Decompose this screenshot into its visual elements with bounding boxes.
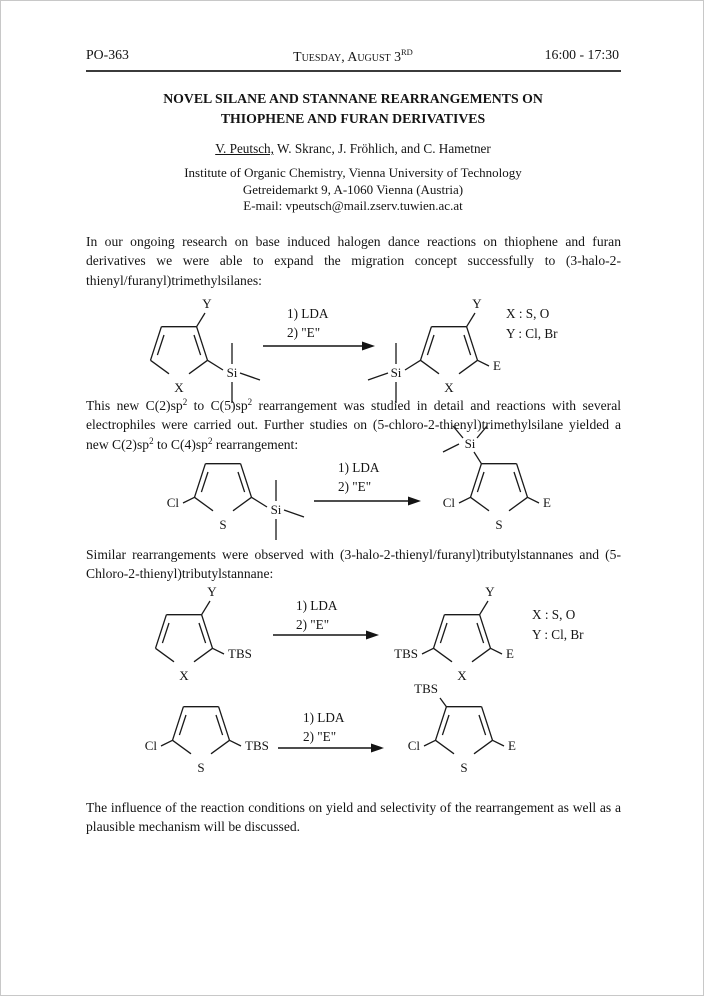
structure-scheme4-product	[396, 677, 524, 777]
bond	[474, 452, 481, 464]
paragraph-stannanes: Similar rearrangements were observed with (3-halo-2-thienyl/furanyl)tributylstannanes and (5-Chloro-2-thienyl)tributylstannane:	[86, 547, 621, 582]
structure-scheme3-product	[389, 583, 521, 685]
bond	[472, 648, 491, 662]
bond	[161, 740, 173, 746]
bond	[467, 327, 478, 361]
reaction-step-1: 1) LDA	[338, 460, 380, 475]
bond	[230, 740, 242, 746]
atom-label-S: S	[219, 517, 227, 532]
bond	[436, 740, 455, 754]
bond	[436, 707, 447, 741]
bond	[211, 740, 230, 754]
structure-scheme2-reactant	[155, 460, 309, 544]
atom-label-E: E	[543, 495, 551, 510]
reaction-conditions-2	[338, 458, 379, 496]
legend-x: X : S, O	[532, 607, 576, 622]
bond	[197, 327, 208, 361]
atom-label-Cl: Cl	[407, 738, 420, 753]
bond	[482, 707, 493, 741]
atom-label-Si: Si	[226, 365, 238, 380]
atom-label-Y: Y	[202, 296, 212, 311]
bond	[440, 698, 446, 707]
p2-superscript: 2	[247, 397, 253, 407]
atom-label-TBS: TBS	[394, 646, 418, 661]
bond	[233, 497, 252, 511]
bond	[202, 615, 213, 649]
bond	[213, 648, 225, 654]
coauthors: W. Skranc, J. Fröhlich, and C. Hametner	[273, 141, 491, 156]
bond	[151, 360, 170, 374]
bond	[189, 360, 208, 374]
atom-label-E: E	[508, 738, 516, 753]
bond	[422, 648, 434, 654]
reaction-arrow-icon	[273, 628, 379, 642]
p2-text: to C(5)sp	[187, 398, 248, 413]
legend-y: Y : Cl, Br	[532, 627, 584, 642]
session-date-text: Tuesday, August 3	[293, 49, 402, 64]
paragraph-conclusion: The influence of the reaction conditions on yield and selectivity of the rearrangement as well as a plausible mechanism will be discussed.	[86, 800, 621, 835]
bond	[453, 426, 463, 438]
reaction-step-1: 1) LDA	[303, 710, 345, 725]
bond	[424, 740, 436, 746]
bond	[480, 601, 488, 615]
atom-label-TBS: TBS	[414, 681, 438, 696]
reaction-step-1: 1) LDA	[287, 306, 329, 321]
bond	[421, 360, 440, 374]
paper-title	[1, 89, 704, 129]
bond	[528, 497, 540, 503]
atom-label-Si: Si	[464, 436, 476, 451]
atom-label-E: E	[493, 358, 501, 373]
p2-text: rearrangement:	[212, 436, 299, 452]
header-rule	[86, 70, 621, 72]
title-line-1: NOVEL SILANE AND STANNANE REARRANGEMENTS ON	[163, 91, 543, 106]
title-line-2: THIOPHENE AND FURAN DERIVATIVES	[220, 111, 486, 126]
session-time: 16:00 - 17:30	[544, 47, 619, 62]
session-code: PO-363	[86, 47, 129, 62]
bond	[156, 615, 167, 649]
affiliation	[1, 165, 704, 215]
session-date-ordinal: RD	[401, 47, 413, 57]
atom-label-Cl: Cl	[442, 495, 455, 510]
paragraph-intro: In our ongoing research on base induced halogen dance reactions on thiophene and furan derivatives we were able to expand the migration concept successfully to (3-halo-2-thienyl/furanyl)trimethylsilanes:	[86, 234, 621, 288]
structure-scheme2-product	[431, 423, 559, 535]
bond	[421, 327, 432, 361]
affiliation-address: Getreidemarkt 9, A-1060 Vienna (Austria)	[242, 181, 464, 197]
bond	[194, 648, 213, 662]
atom-label-S: S	[495, 517, 503, 532]
legend-x: X : S, O	[506, 306, 550, 321]
p2-superscript: 2	[207, 435, 213, 446]
bond	[183, 497, 195, 503]
bond	[173, 707, 184, 741]
bond	[202, 601, 210, 615]
bond	[284, 510, 304, 517]
atom-label-Si: Si	[270, 502, 282, 517]
reaction-step-2: 2) "E"	[287, 325, 321, 340]
bond	[240, 373, 260, 380]
bond	[156, 648, 175, 662]
bond	[480, 615, 491, 649]
bond	[477, 426, 487, 438]
bond	[219, 707, 230, 741]
p2-superscript: 2	[149, 435, 154, 446]
bond	[491, 648, 503, 654]
bond	[471, 464, 482, 498]
bond	[195, 497, 214, 511]
atom-label-X: X	[444, 380, 454, 395]
atom-label-Y: Y	[485, 584, 495, 599]
reaction-step-2: 2) "E"	[338, 479, 372, 494]
bond	[471, 497, 490, 511]
reaction-arrow-icon	[314, 494, 421, 508]
bond	[241, 464, 252, 498]
p2-superscript: 2	[182, 397, 188, 407]
reaction-step-2: 2) "E"	[303, 729, 337, 744]
bond	[517, 464, 528, 498]
atom-label-Cl: Cl	[166, 495, 179, 510]
reaction-step-1: 1) LDA	[296, 598, 338, 613]
bond	[405, 360, 421, 370]
reaction-arrow-icon	[278, 741, 384, 755]
bond	[151, 327, 162, 361]
p2-text: This new C(2)sp	[86, 398, 183, 413]
atom-label-X: X	[179, 668, 189, 683]
bond	[197, 313, 205, 327]
structure-scheme3-reactant	[152, 583, 258, 685]
atom-label-X: X	[174, 380, 184, 395]
legend-y: Y : Cl, Br	[506, 326, 558, 341]
bond	[467, 313, 475, 327]
affiliation-institute: Institute of Organic Chemistry, Vienna University of Technology	[184, 165, 522, 180]
bond	[434, 615, 445, 649]
bond	[252, 497, 268, 507]
bond	[474, 740, 493, 754]
atom-label-S: S	[460, 760, 468, 775]
structure-scheme1-reactant	[141, 295, 265, 407]
atom-label-E: E	[506, 646, 514, 661]
structure-scheme4-reactant	[133, 704, 273, 778]
bond	[208, 360, 224, 370]
reaction-conditions-1	[287, 304, 328, 342]
p2-text: to C(4)sp	[153, 436, 208, 452]
authors-line	[1, 141, 704, 157]
atom-label-Cl: Cl	[144, 738, 157, 753]
p2-text: rearrangement was studied in detail and reactions with several electrophiles were carried out. Further studies on (5-chloro-2-thienyl)trimethylsilane yielded a new C(2)sp	[86, 398, 621, 452]
bond	[195, 464, 206, 498]
structure-scheme1-product	[363, 295, 511, 407]
bond	[509, 497, 528, 511]
substituent-legend-1	[506, 304, 558, 344]
atom-label-TBS: TBS	[245, 738, 269, 753]
reaction-arrow-icon	[263, 339, 375, 353]
atom-label-X: X	[457, 668, 467, 683]
bond	[478, 360, 490, 366]
affiliation-email: E-mail: vpeutsch@mail.zserv.tuwien.ac.at	[243, 198, 463, 214]
bond	[434, 648, 453, 662]
bond	[443, 444, 459, 452]
reaction-step-2: 2) "E"	[296, 617, 330, 632]
atom-label-TBS: TBS	[228, 646, 252, 661]
atom-label-Y: Y	[207, 584, 217, 599]
atom-label-Si: Si	[390, 365, 402, 380]
substituent-legend-2	[532, 605, 584, 645]
atom-label-S: S	[197, 760, 205, 775]
atom-label-Y: Y	[472, 296, 482, 311]
bond	[368, 373, 388, 380]
bond	[173, 740, 192, 754]
bond	[459, 360, 478, 374]
bond	[493, 740, 505, 746]
bond	[459, 497, 471, 503]
presenting-author: V. Peutsch,	[215, 141, 274, 156]
